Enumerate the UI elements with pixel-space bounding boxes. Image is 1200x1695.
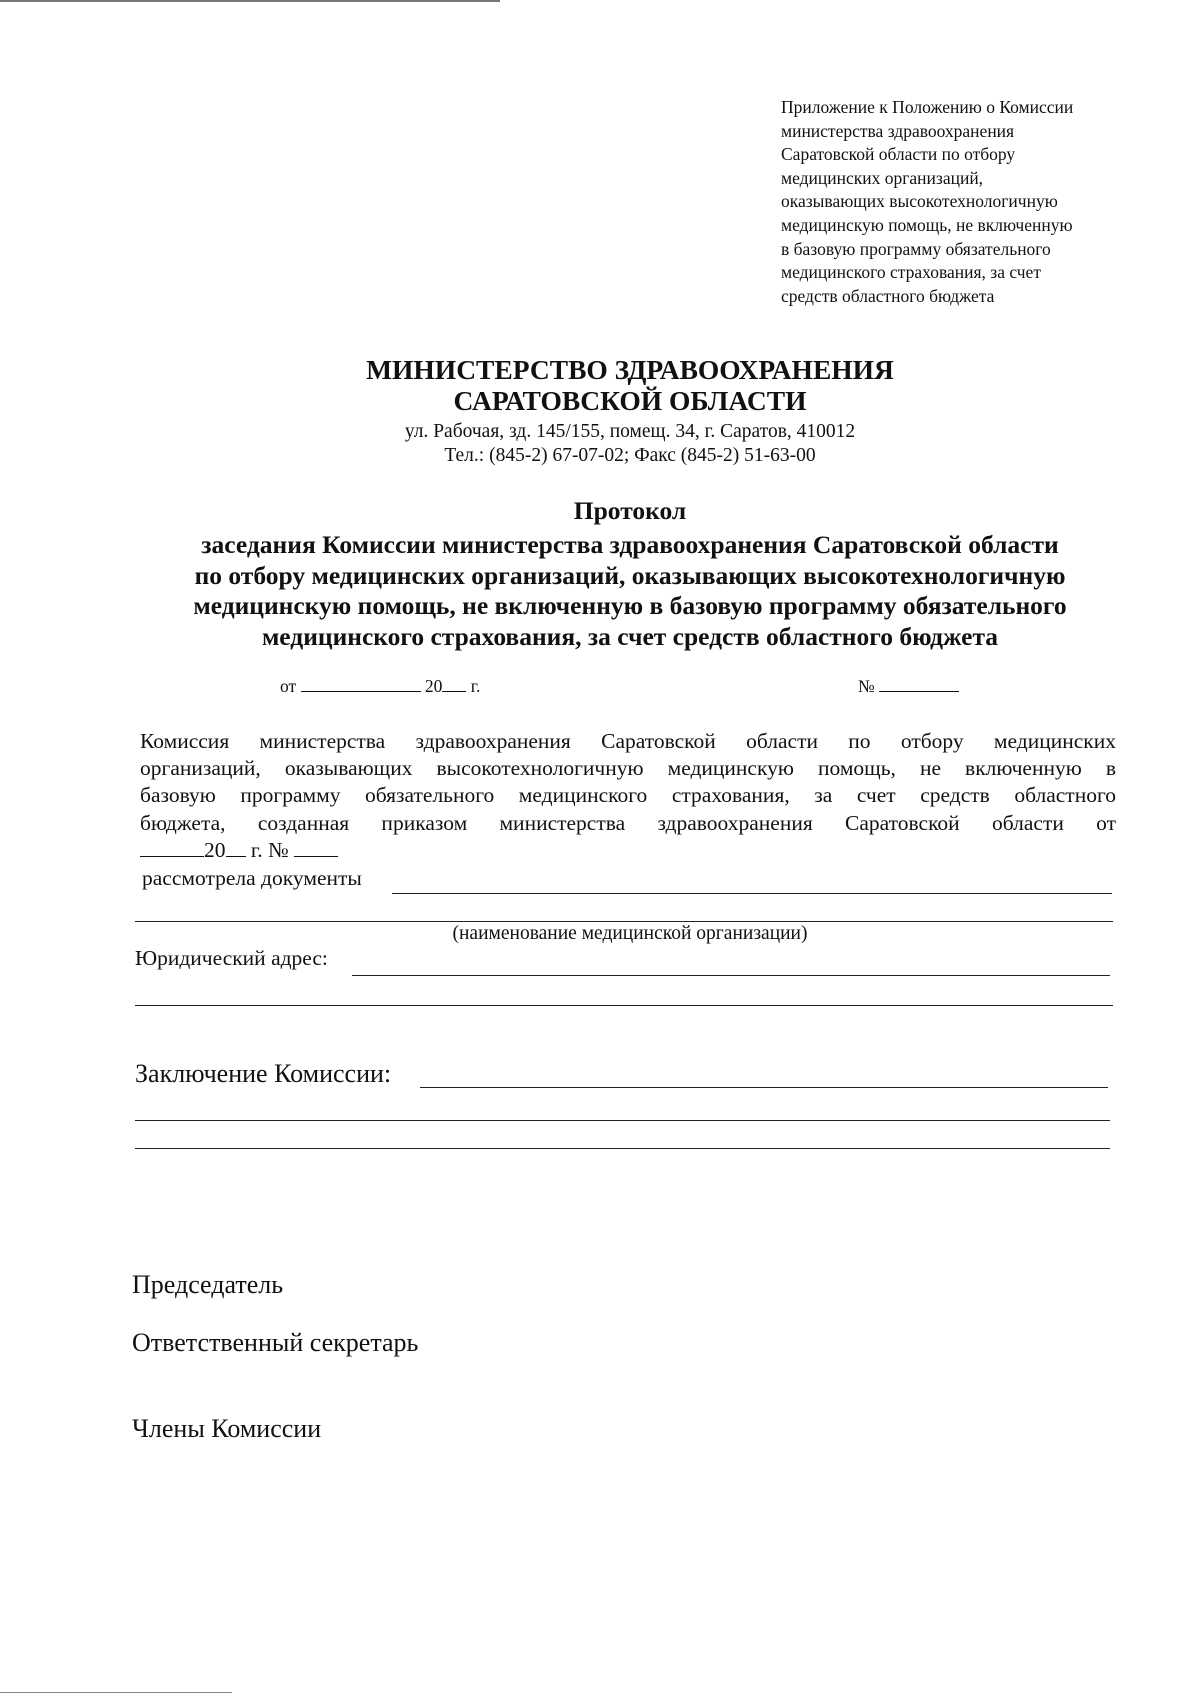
number-blank[interactable] (879, 675, 959, 692)
order-year-suffix: г. № (250, 837, 289, 862)
protocol-number (858, 675, 959, 697)
date-year-prefix: 20 (424, 676, 443, 696)
order-date-blank[interactable] (140, 840, 204, 857)
date-from-label: от (280, 676, 297, 696)
legal-address-line[interactable] (352, 975, 1110, 976)
protocol-subtitle-line: по отбору медицинских организаций, оказывающих высокотехнологичную (194, 560, 1066, 590)
date-blank[interactable] (301, 675, 421, 692)
conclusion-line-3[interactable] (135, 1148, 1110, 1149)
appendix-line: в базовую программу обязательного (781, 238, 1051, 259)
appendix-line: Саратовской области по отбору (781, 144, 1016, 165)
order-year-blank[interactable] (226, 840, 246, 857)
legal-address-line-2[interactable] (135, 1005, 1113, 1006)
appendix-line: министерства здравоохранения (781, 120, 1015, 141)
appendix-line: медицинского страхования, за счет (781, 262, 1041, 283)
order-date-line (140, 837, 1116, 864)
secretary-label: Ответственный секретарь (132, 1328, 419, 1357)
paragraph-line: Комиссия министерства здравоохранения Саратовской области по отбору медицинских (140, 729, 1116, 753)
ministry-phones: Тел.: (845-2) 67-07-02; Факс (845-2) 51-63-00 (444, 445, 816, 466)
protocol-subtitle-line: заседания Комиссии министерства здравоохранения Саратовской области (201, 530, 1059, 559)
appendix-line: медицинскую помощь, не включенную (781, 214, 1073, 235)
protocol-title: Протокол (573, 496, 687, 525)
commission-paragraph (140, 728, 1116, 864)
protocol-subtitle-line: медицинскую помощь, не включенную в базовую программу обязательного (193, 591, 1067, 620)
order-year-prefix: 20 (204, 837, 226, 862)
members-label: Члены Комиссии (132, 1414, 322, 1443)
appendix-line: оказывающих высокотехнологичную (781, 191, 1058, 212)
paragraph-line: организаций, оказывающих высокотехнологичную медицинскую помощь, не включенную в (140, 756, 1116, 781)
order-number-blank[interactable] (294, 840, 338, 857)
org-name-caption: (наименование медицинской организации) (452, 923, 808, 944)
conclusion-line-2[interactable] (135, 1120, 1110, 1121)
protocol-subtitle-line: медицинского страхования, за счет средств областного бюджета (261, 621, 999, 651)
legal-address-label: Юридический адрес: (135, 946, 328, 970)
scan-edge-bottom (0, 1692, 232, 1693)
paragraph-line: базовую программу обязательного медицинского страхования, за счет средств областного (140, 783, 1116, 808)
ministry-address: ул. Рабочая, зд. 145/155, помещ. 34, г. Саратов, 410012 (404, 421, 856, 442)
appendix-line: средств областного бюджета (781, 285, 995, 306)
paragraph-line: бюджета, созданная приказом министерства здравоохранения Саратовской области от (140, 810, 1116, 835)
appendix-note (781, 96, 1126, 308)
conclusion-line-1[interactable] (420, 1087, 1108, 1088)
appendix-line: медицинских организаций, (781, 167, 984, 188)
reviewed-line[interactable] (392, 893, 1112, 894)
date-year-suffix: г. (470, 676, 481, 696)
protocol-date (280, 675, 480, 697)
ministry-name-line1: МИНИСТЕРСТВО ЗДРАВООХРАНЕНИЯ (366, 354, 894, 385)
reviewed-label: рассмотрела документы (142, 866, 362, 890)
number-label: № (858, 676, 875, 696)
protocol-subtitle (135, 530, 1125, 652)
appendix-line: Приложение к Положению о Комиссии (781, 97, 1074, 117)
ministry-name-line2: САРАТОВСКОЙ ОБЛАСТИ (453, 385, 807, 416)
scan-edge-top (0, 0, 500, 2)
year-blank[interactable] (442, 675, 466, 692)
chairman-label: Председатель (132, 1270, 284, 1299)
conclusion-label: Заключение Комиссии: (135, 1059, 392, 1088)
